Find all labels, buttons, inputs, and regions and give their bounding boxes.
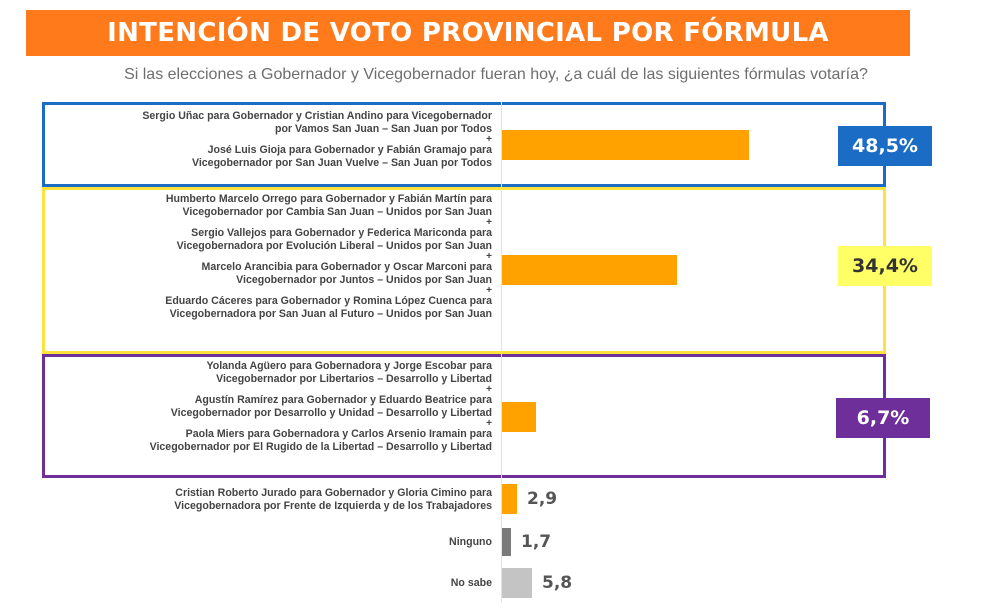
category-label <box>50 577 492 590</box>
bar <box>502 255 677 285</box>
category-label-line: Vicegobernador por San Juan Vuelve – San Juan por Todos <box>191 157 492 169</box>
data-label: 1,7 <box>521 532 552 552</box>
value-badge-desarrollo-y-libertad: 6,7% <box>836 398 930 438</box>
bar <box>502 484 517 514</box>
category-label-line: Eduardo Cáceres para Gobernador y Romina López Cuenca para <box>165 295 492 307</box>
value-badge-unidos-por-san-juan: 34,4% <box>838 246 932 286</box>
category-label-line: Vicegobernador por Juntos – Unidos por San Juan <box>236 274 492 286</box>
plus-separator: + <box>486 217 492 228</box>
category-label-line: Ninguno <box>449 536 492 548</box>
category-label <box>50 110 492 170</box>
plus-separator: + <box>486 418 492 429</box>
value-badge-san-juan-por-todos: 48,5% <box>838 126 932 166</box>
data-label: 2,9 <box>527 489 558 509</box>
category-label-line: Vicegobernador por Cambia San Juan – Unidos por San Juan <box>182 206 492 218</box>
plus-separator: + <box>486 251 492 262</box>
category-label-line: José Luis Gioja para Gobernador y Fabián Gramajo para <box>207 144 492 156</box>
category-label-line: Vicegobernador por El Rugido de la Libertad – Desarrollo y Libertad <box>149 441 492 453</box>
category-label <box>50 193 492 321</box>
category-label-line: Sergio Uñac para Gobernador y Cristian Andino para Vicegobernador <box>142 110 492 122</box>
category-label-line: Sergio Vallejos para Gobernador y Federica Mariconda para <box>191 227 492 239</box>
plus-separator: + <box>486 134 492 145</box>
category-label-line: Vicegobernadora por San Juan al Futuro – Unidos por San Juan <box>169 308 492 320</box>
chart-title: INTENCIÓN DE VOTO PROVINCIAL POR FÓRMULA <box>26 10 910 56</box>
category-label-line: No sabe <box>450 577 492 589</box>
category-label <box>50 536 492 549</box>
category-label-line: Cristian Roberto Jurado para Gobernador y Gloria Cimino para <box>175 487 492 499</box>
category-label-line: Marcelo Arancibia para Gobernador y Oscar Marconi para <box>201 261 492 273</box>
category-label-line: Vicegobernadora por Evolución Liberal – Unidos por San Juan <box>176 240 492 252</box>
category-label-line: Paola Miers para Gobernadora y Carlos Arsenio Iramain para <box>185 428 492 440</box>
plus-separator: + <box>486 285 492 296</box>
bar <box>502 130 749 160</box>
axis-line <box>501 102 502 602</box>
category-label-line: Vicegobernador por Libertarios – Desarrollo y Libertad <box>216 373 492 385</box>
category-label-line: Yolanda Agüero para Gobernadora y Jorge Escobar para <box>206 360 492 372</box>
category-label <box>50 487 492 513</box>
category-label-line: Humberto Marcelo Orrego para Gobernador y Fabián Martín para <box>165 193 492 205</box>
chart-subtitle: Si las elecciones a Gobernador y Vicegobernador fueran hoy, ¿a cuál de las siguientes fórmulas votaría? <box>124 66 868 83</box>
bar <box>502 528 511 556</box>
category-label-line: Vicegobernadora por Frente de Izquierda y de los Trabajadores <box>174 500 492 512</box>
category-label-line: por Vamos San Juan – San Juan por Todos <box>274 123 492 135</box>
category-label-line: Agustín Ramírez para Gobernador y Eduardo Beatrice para <box>194 394 492 406</box>
bar <box>502 568 532 598</box>
data-label: 5,8 <box>542 573 573 593</box>
bar <box>502 402 536 432</box>
category-label-line: Vicegobernador por Desarrollo y Unidad – Desarrollo y Libertad <box>170 407 492 419</box>
plus-separator: + <box>486 384 492 395</box>
category-label <box>50 360 492 454</box>
